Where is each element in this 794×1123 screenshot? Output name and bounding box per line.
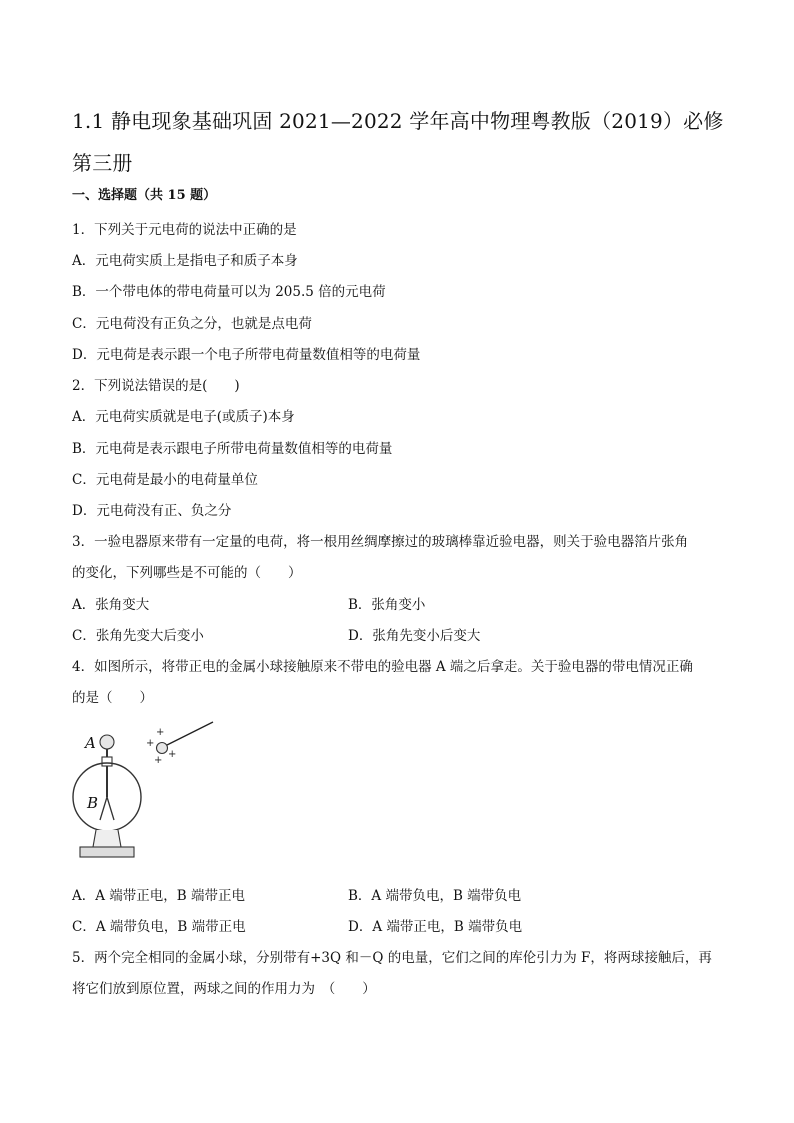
foil-leaves xyxy=(100,797,114,820)
plus-sign: + xyxy=(154,755,163,766)
question-1-option-a: A．元电荷实质上是指电子和质子本身 xyxy=(72,253,298,269)
question-2-option-c: C．元电荷是最小的电荷量单位 xyxy=(72,472,258,488)
question-4-option-a: A．A 端带正电，B 端带正电 xyxy=(72,888,246,904)
base-neck xyxy=(93,830,121,847)
question-5-stem-line2: 将它们放到原位置，两球之间的作用力为 （ ） xyxy=(72,981,376,997)
question-3-option-c: C．张角先变大后变小 xyxy=(72,628,204,644)
question-4-option-b: B．A 端带负电，B 端带负电 xyxy=(348,888,522,904)
section-heading: 一、选择题（共 15 题） xyxy=(72,188,217,203)
question-2-option-d: D．元电荷没有正、负之分 xyxy=(72,503,232,519)
question-1-option-b: B．一个带电体的带电荷量可以为 205.5 倍的元电荷 xyxy=(72,284,386,300)
question-2-option-b: B．元电荷是表示跟电子所带电荷量数值相等的电荷量 xyxy=(72,441,393,457)
plus-sign: + xyxy=(168,749,177,760)
question-4-stem-line2: 的是（ ） xyxy=(72,690,153,706)
insulator xyxy=(102,757,112,766)
charged-ball xyxy=(157,743,168,754)
question-4-option-c: C．A 端带负电，B 端带正电 xyxy=(72,919,246,935)
question-3-stem-line2: 的变化，下列哪些是不可能的（ ） xyxy=(72,565,302,581)
question-3-option-d: D．张角先变小后变大 xyxy=(348,628,481,644)
question-2-option-a: A．元电荷实质就是电子(或质子)本身 xyxy=(72,409,295,425)
page-title: 1.1 静电现象基础巩固 2021—2022 学年高中物理粤教版（2019）必修第三册 xyxy=(72,109,724,175)
question-1-option-d: D．元电荷是表示跟一个电子所带电荷量数值相等的电荷量 xyxy=(72,347,421,363)
question-1-stem: 1．下列关于元电荷的说法中正确的是 xyxy=(72,222,297,238)
question-4-stem-line1: 4．如图所示，将带正电的金属小球接触原来不带电的验电器 A 端之后拿走。关于验电器的带电情况正确 xyxy=(72,659,693,675)
question-2-stem: 2．下列说法错误的是( ) xyxy=(72,378,240,394)
question-1-option-c: C．元电荷没有正负之分，也就是点电荷 xyxy=(72,316,312,332)
question-4-option-d: D．A 端带正电，B 端带负电 xyxy=(348,919,523,935)
question-3-option-b: B．张角变小 xyxy=(348,597,426,613)
figure-label-b: B xyxy=(87,794,99,812)
electroscope-knob xyxy=(100,735,114,749)
rod-line xyxy=(167,722,213,745)
question-3-option-a: A．张角变大 xyxy=(72,597,150,613)
electroscope-figure xyxy=(70,717,220,867)
plus-sign: + xyxy=(146,738,155,749)
base-plate xyxy=(80,847,134,857)
figure-label-a: A xyxy=(85,734,96,752)
question-3-stem-line1: 3．一验电器原来带有一定量的电荷，将一根用丝绸摩擦过的玻璃棒靠近验电器，则关于验电器箔片张角 xyxy=(72,534,689,550)
question-5-stem-line1: 5．两个完全相同的金属小球，分别带有+3Q 和－Q 的电量，它们之间的库伦引力为 F，将两球接触后，再 xyxy=(72,950,712,966)
plus-sign: + xyxy=(156,727,165,738)
